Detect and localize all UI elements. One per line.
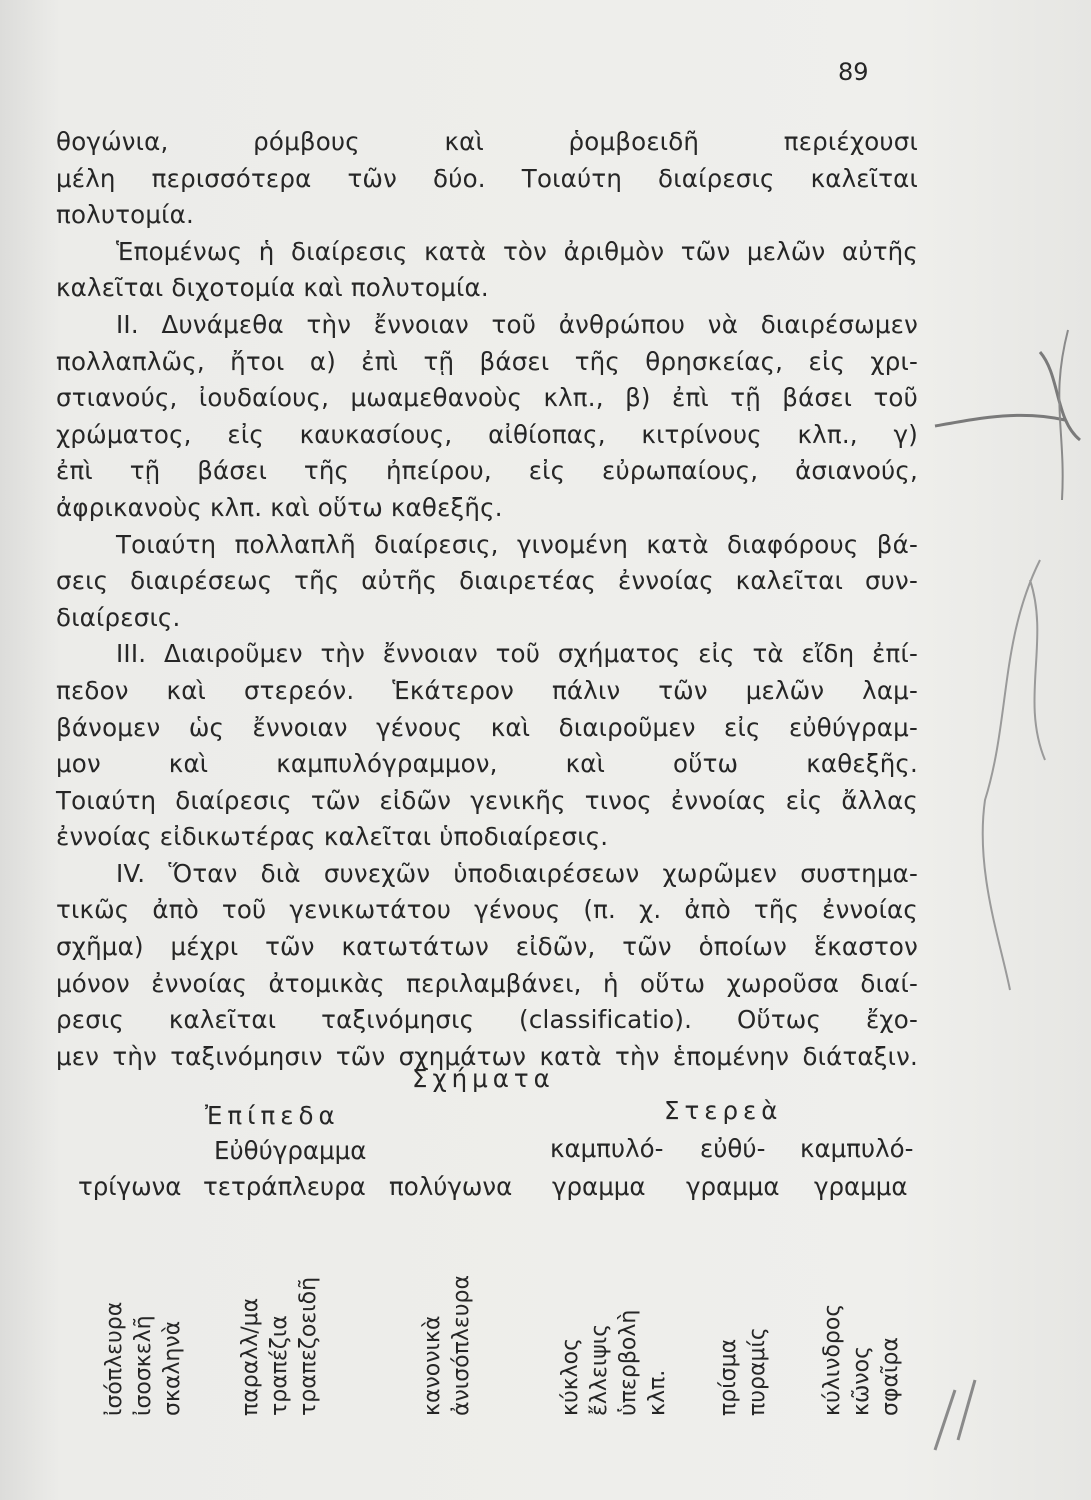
diagram-leaf-label: κύλινδρος	[820, 1303, 845, 1416]
heading-curvilinear-1: καμπυλό-	[550, 1134, 664, 1163]
heading-solid-rectilinear-1: εὐθύ-	[700, 1134, 766, 1163]
text-line: τικῶς ἀπὸ τοῦ γενικωτάτου γένους (π. χ. ἀπὸ τῆς ἐννοίας	[56, 895, 918, 925]
text-line: πολλαπλῶς, ἤτοι α) ἐπὶ τῇ βάσει τῆς θρησκείας, εἰς χρι-	[56, 346, 918, 376]
diagram-leaf-label: ἰσοσκελῆ	[131, 1315, 156, 1416]
diagram-leaf-label: κύκλος	[558, 1337, 583, 1416]
pencil-double-slash	[935, 1380, 975, 1450]
text-line: Τοιαύτη πολλαπλῆ διαίρεσις, γινομένη κατὰ διαφόρους βά-	[116, 529, 918, 559]
text-line: Ἑπομένως ἡ διαίρεσις κατὰ τὸν ἀριθμὸν τῶν μελῶν αὐτῆς	[116, 236, 918, 266]
text-line: μον καὶ καμπυλόγραμμον, καὶ οὕτω καθεξῆς.	[56, 749, 918, 779]
diagram-leaf-label: πυραμίς	[745, 1327, 770, 1416]
diagram-leaf-label: παραλλ/μα	[238, 1297, 263, 1416]
text-line: IV. Ὅταν διὰ συνεχῶν ὑποδιαιρέσεων χωρῶμεν συστημα-	[116, 858, 918, 888]
diagram-leaf-label: κλπ.	[645, 1369, 670, 1416]
diagram-leaf-label: ἔλλειψις	[587, 1323, 612, 1416]
text-line: θογώνια, ρόμβους καὶ ῥομβοειδῆ περιέχουσι	[56, 127, 918, 156]
text-line: χρώματος, εἰς καυκασίους, αἰθίοπας, κιτρίνους κλπ., γ)	[56, 419, 918, 449]
text-line: διαίρεσις.	[56, 602, 181, 632]
heading-solid-curvilinear-1: καμπυλό-	[800, 1134, 914, 1163]
text-line: ἐπὶ τῇ βάσει τῆς ἠπείρου, εἰς εὐρωπαίους, ἀσιανούς,	[56, 456, 918, 486]
heading-schemata: Σχήματα	[412, 1064, 555, 1093]
heading-solid-rectilinear-2: γραμμα	[686, 1172, 780, 1201]
text-line: ἐννοίας εἰδικωτέρας καλεῖται ὑποδιαίρεσις.	[56, 822, 609, 852]
pencil-scrawl	[983, 560, 1045, 990]
text-line: μόνον ἐννοίας ἀτομικὰς περιλαμβάνει, ἡ οὕτω χωροῦσα διαί-	[56, 968, 918, 998]
text-line: πεδον καὶ στερεόν. Ἑκάτερον πάλιν τῶν μελῶν λαμ-	[56, 675, 918, 705]
text-line: ἀφρικανοὺς κλπ. καὶ οὕτω καθεξῆς.	[56, 492, 503, 522]
diagram-leaf-label: πρίσμα	[716, 1338, 741, 1416]
text-line: στιανούς, ἰουδαίους, μωαμεθανοὺς κλπ., β) ἐπὶ τῇ βάσει τοῦ	[56, 383, 918, 413]
text-line: II. Δυνάμεθα τὴν ἔννοιαν τοῦ ἀνθρώπου νὰ διαιρέσωμεν	[116, 309, 918, 339]
diagram-leaf-label: τραπεζοειδῆ	[296, 1276, 321, 1416]
diagram-leaf-label: τραπέζια	[267, 1315, 292, 1416]
text-line: μέλη περισσότερα τῶν δύο. Τοιαύτη διαίρεσις καλεῖται	[56, 163, 918, 193]
text-line: σχῆμα) μέχρι τῶν κατωτάτων εἰδῶν, τῶν ὁποίων ἕκαστον	[56, 932, 918, 962]
diagram-leaf-label: κανονικὰ	[420, 1315, 445, 1416]
text-line: μεν τὴν ταξινόμησιν τῶν σχημάτων κατὰ τὴν ἑπομένην διάταξιν.	[56, 1041, 918, 1071]
diagram-leaf-label: ἰσόπλευρα	[102, 1301, 127, 1416]
heading-plane: Ἐπίπεδα	[205, 1101, 340, 1130]
text-line: καλεῖται διχοτομία καὶ πολυτομία.	[56, 273, 489, 303]
heading-triangles: τρίγωνα	[78, 1172, 182, 1201]
text-line: III. Διαιροῦμεν τὴν ἔννοιαν τοῦ σχήματος εἰς τὰ εἴδη ἐπί-	[116, 639, 918, 669]
page-number: 89	[838, 58, 869, 86]
text-line: βάνομεν ὡς ἔννοιαν γένους καὶ διαιροῦμεν εἰς εὐθύγραμ-	[56, 712, 918, 742]
text-line: πολυτομία.	[56, 200, 194, 230]
diagram-leaf-label: σφαῖρα	[878, 1337, 903, 1416]
pencil-squiggle-top	[935, 352, 1080, 440]
text-line: Τοιαύτη διαίρεσις τῶν εἰδῶν γενικῆς τινος ἐννοίας εἰς ἄλλας	[56, 785, 918, 815]
heading-polygons: πολύγωνα	[389, 1172, 513, 1201]
heading-curvilinear-2: γραμμα	[552, 1172, 646, 1201]
diagram-leaf-label: κῶνος	[849, 1345, 874, 1416]
diagram-leaf-label: σκαληνὰ	[160, 1320, 185, 1416]
heading-quadrilaterals: τετράπλευρα	[203, 1172, 366, 1201]
heading-solid: Στερεὰ	[664, 1096, 783, 1125]
diagram-leaf-label: ὑπερβολὴ	[616, 1309, 641, 1416]
heading-rectilinear: Εὐθύγραμμα	[214, 1136, 367, 1165]
heading-solid-curvilinear-2: γραμμα	[814, 1172, 908, 1201]
text-line: ρεσις καλεῖται ταξινόμησις (classificatio). Οὕτως ἔχο-	[56, 1005, 918, 1035]
diagram-leaf-label: ἀνισόπλευρα	[449, 1275, 474, 1416]
text-line: σεις διαιρέσεως τῆς αὐτῆς διαιρετέας ἐννοίας καλεῖται συν-	[56, 566, 918, 596]
